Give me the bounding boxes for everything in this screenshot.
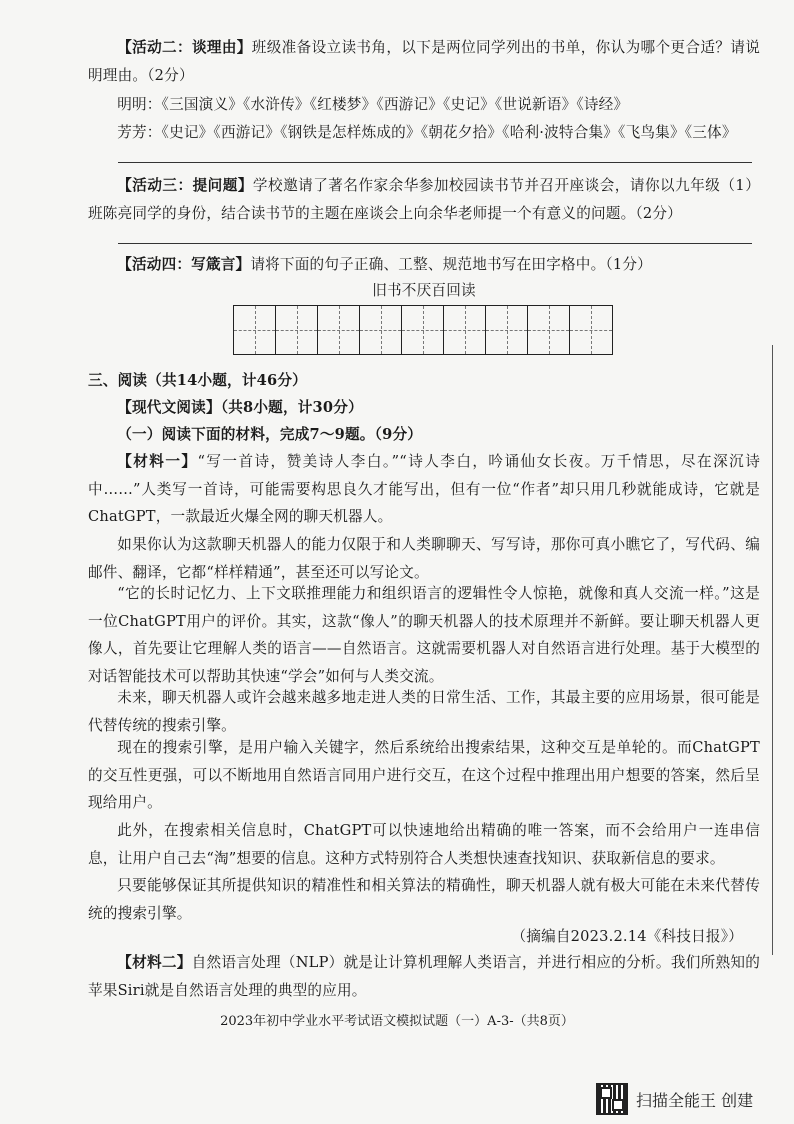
- material1-p1: [88, 448, 760, 531]
- tianzige-cell[interactable]: [528, 306, 570, 354]
- activity3-label: 【活动三：提问题】: [117, 177, 253, 194]
- activity2-fangfang: 芳芳：《史记》《西游记》《钢铁是怎样炼成的》《朝花夕拾》《哈利·波特合集》《飞鸟集》《三体》: [117, 124, 737, 141]
- material1-p7: 只要能够保证其所提供知识的精准性和相关算法的精确性，聊天机器人就有极大可能在未来代替传统的搜索引擎。: [88, 877, 760, 922]
- activity2-mingming: 明明：《三国演义》《水浒传》《红楼梦》《西游记》《史记》《世说新语》《诗经》: [117, 96, 629, 113]
- activity2-label: 【活动二：谈理由】: [117, 39, 252, 56]
- activity2-text: 班级准备设立读书角，以下是两位同学列出的书单，你认为哪个更合适？请说明理由。（2分）: [88, 39, 760, 84]
- qr-code-icon: [596, 1083, 628, 1115]
- tianzige-cell[interactable]: [276, 306, 318, 354]
- material1-p3: “它的长时记忆力、上下文联推理能力和组织语言的逻辑性令人惊艳，就像和真人交流一样。”这是一位ChatGPT用户的评价。其实，这款“像人”的聊天机器人的技术原理并不新鲜。要让聊天机器人更像人，首先要让它理解人类的语言——自然语言。这就需要机器人对自然语言进行处理。基于大模型的对话智能技术可以帮助其快速“学会”如何与人类交流。: [88, 585, 760, 685]
- motto: 旧书不厌百回读: [372, 282, 476, 299]
- tianzige-cell[interactable]: [318, 306, 360, 354]
- scanner-text: 扫描全能王 创建: [636, 1090, 754, 1110]
- activity3-text: 学校邀请了著名作家余华参加校园读书节并召开座谈会，请你以九年级（1）班陈亮同学的身份，结合读书节的主题在座谈会上向余华老师提一个有意义的问题。（2分）: [88, 177, 760, 222]
- tianzige-cell[interactable]: [234, 306, 276, 354]
- tianzige-cell[interactable]: [444, 306, 486, 354]
- tianzige-cell[interactable]: [486, 306, 528, 354]
- material1-p1-text: “写一首诗，赞美诗人李白。”“诗人李白，吟诵仙女长夜。万千情思，尽在深沉诗中……”人类写一首诗，可能需要构思良久才能写出，但有一位“作者”却只用几秒就能成诗，它就是ChatGPT，一款最近火爆全网的聊天机器人。: [88, 453, 760, 525]
- material1-p4: 未来，聊天机器人或许会越来越多地走进人类的日常生活、工作，其最主要的应用场景，很可能是代替传统的搜索引擎。: [88, 689, 760, 734]
- material2-text: 自然语言处理（NLP）就是让计算机理解人类语言，并进行相应的分析。我们所熟知的苹果Siri就是自然语言处理的典型的应用。: [88, 954, 760, 999]
- activity4-label: 【活动四：写箴言】: [117, 256, 251, 273]
- section3-title: 三、阅读（共14小题，计46分）: [88, 372, 307, 389]
- modern-reading-title: 【现代文阅读】（共8小题，计30分）: [117, 399, 363, 416]
- material1-p6: 此外，在搜索相关信息时，ChatGPT可以快速地给出精确的唯一答案，而不会给用户一连串信息，让用户自己去“淘”想要的信息。这种方式特别符合人类想快速查找知识、获取新信息的要求。: [88, 822, 760, 867]
- activity3-prompt: [88, 172, 760, 227]
- material1-p5: 现在的搜索引擎，是用户输入关键字，然后系统给出搜索结果，这种交互是单轮的。而ChatGPT的交互性更强，可以不断地用自然语言同用户进行交互，在这个过程中推理出用户想要的答案，然后呈现给用户。: [88, 739, 760, 811]
- activity4-text: 请将下面的句子正确、工整、规范地书写在田字格中。（1分）: [250, 256, 652, 273]
- activity2-prompt: [88, 34, 760, 89]
- part1-title: （一）阅读下面的材料，完成7～9题。（9分）: [117, 426, 423, 443]
- answer-line-1: [118, 162, 752, 163]
- activity4-prompt: [88, 251, 760, 279]
- answer-line-2: [118, 243, 752, 244]
- tianzige-cell[interactable]: [360, 306, 402, 354]
- material2-label: 【材料二】: [117, 954, 192, 971]
- material2-paragraph: [88, 949, 760, 1004]
- tianzige-grid[interactable]: [233, 305, 613, 355]
- tianzige-cell[interactable]: [570, 306, 612, 354]
- tianzige-cell[interactable]: [402, 306, 444, 354]
- material1-p2: 如果你认为这款聊天机器人的能力仅限于和人类聊聊天、写写诗，那你可真小瞧它了，写代码、编邮件、翻译，它都“样样精通”，甚至还可以写论文。: [88, 536, 760, 581]
- material1-label: 【材料一】: [117, 453, 198, 470]
- margin-line: [772, 345, 773, 955]
- scanner-watermark: [596, 1083, 753, 1115]
- material1-source: （摘编自2023.2.14《科技日报》）: [511, 928, 743, 945]
- page-footer: 2023年初中学业水平考试语文模拟试题（一）A-3-（共8页）: [220, 1014, 574, 1029]
